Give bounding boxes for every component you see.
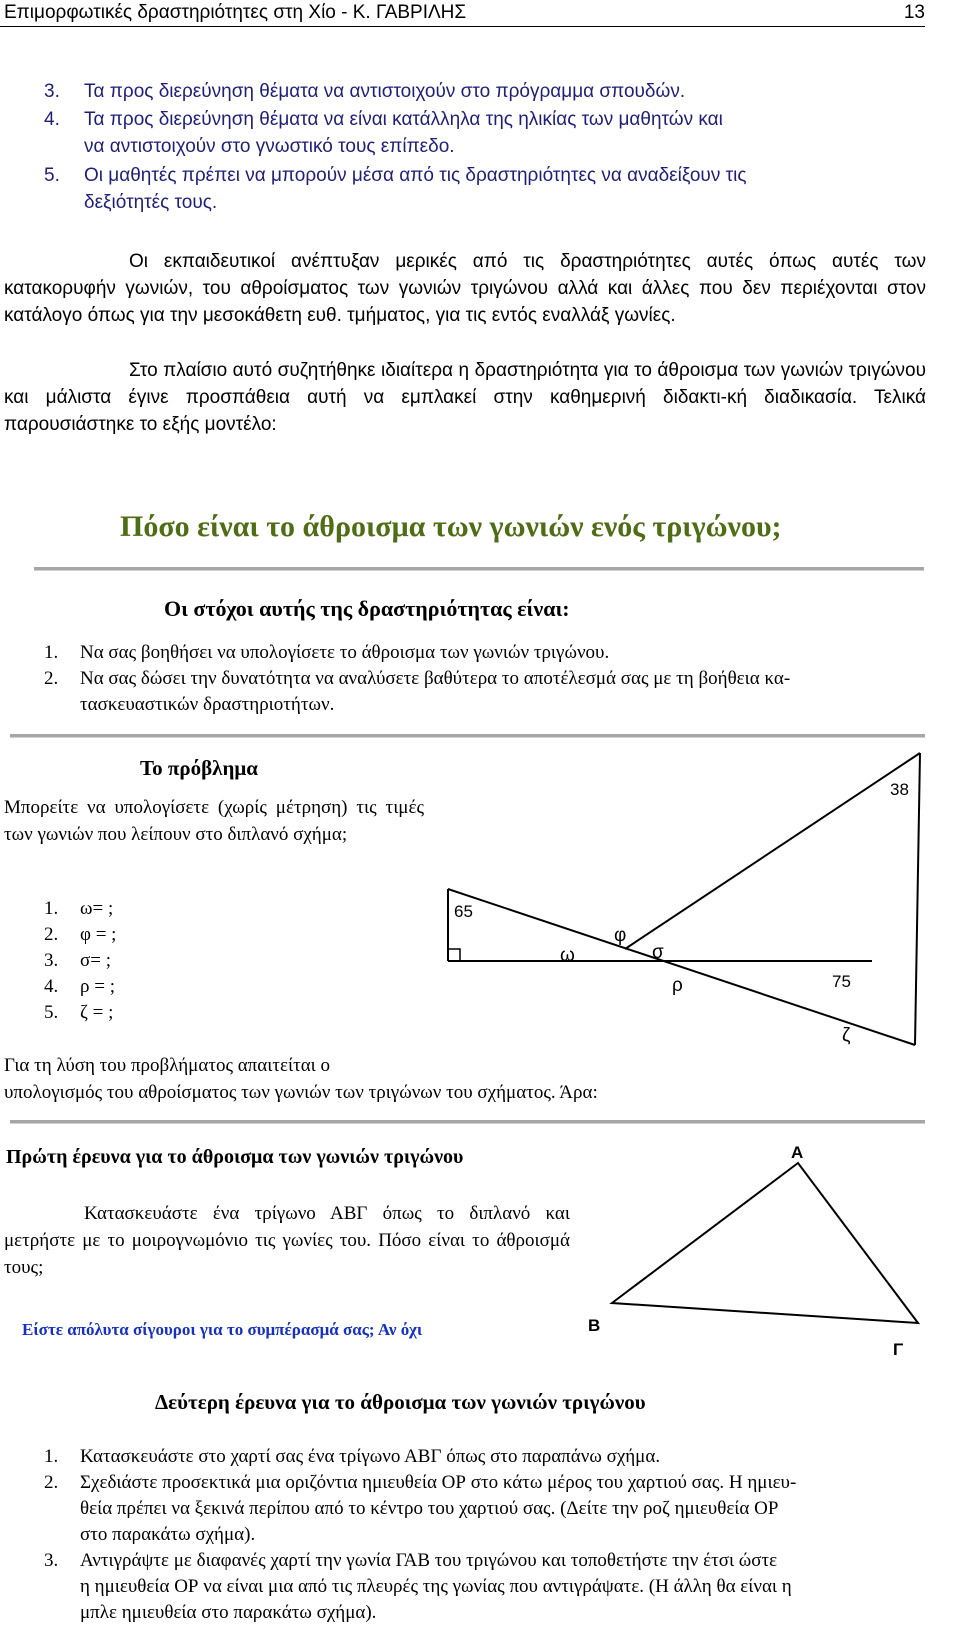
right-segment xyxy=(915,753,920,1045)
right-angle-marker xyxy=(448,949,460,961)
solution-text: Για τη λύση του προβλήματος απαιτείται ο υπολογισμός του αθροίσματος των γωνιών των τριγώνων του σχήματος. Άρα: xyxy=(4,1055,598,1103)
list-item: 4. Τα προς διερεύνηση θέματα να είναι κατάλληλα της ηλικίας των μαθητών και να αντιστοιχούν στο γνωστικό τους επίπεδο. xyxy=(44,109,723,157)
list-item: 2. Να σας δώσει την δυνατότητα να αναλύσετε βαθύτερα το αποτέλεσμά σας με τη βοήθεια κα- τασκευαστικών δραστηριοτήτων. xyxy=(44,668,791,715)
diagonal-up-segment xyxy=(625,753,920,949)
vertex-g-label: Γ xyxy=(893,1340,904,1359)
list-item: 2. φ = ; xyxy=(44,924,117,945)
list-item: 3. Τα προς διερεύνηση θέματα να αντιστοιχούν στο πρόγραμμα σπουδών. xyxy=(44,81,686,102)
triangle-figure xyxy=(580,1135,930,1360)
divider xyxy=(10,1120,925,1124)
problem-items xyxy=(4,896,204,1026)
page-number: 13 xyxy=(903,2,925,23)
problem-text: Μπορείτε να υπολογίσετε (χωρίς μέτρηση) τις τιμές των γωνιών που λείπουν στο διπλανό σχήμα; xyxy=(4,797,424,845)
header-title: Επιμορφωτικές δραστηριότητες στη Χίο - Κ. ΓΑΒΡΙΛΗΣ xyxy=(4,2,467,23)
page-header xyxy=(0,0,925,27)
angle-65-label: 65 xyxy=(454,902,473,921)
list-item: 1. Να σας βοηθήσει να υπολογίσετε το άθροισμα των γωνιών τριγώνου. xyxy=(44,642,610,663)
intro-list xyxy=(44,78,924,238)
angle-sigma-label: σ xyxy=(652,942,664,963)
list-item: 5. ζ = ; xyxy=(44,1002,114,1023)
list-item: 3. σ= ; xyxy=(44,950,111,971)
research1-text: Κατασκευάστε ένα τρίγωνο ΑΒΓ όπως το διπλανό και μετρήστε με το μοιρογνωμόνιο τις γωνίες του. Πόσο είναι το άθροισμά τους; xyxy=(4,1203,570,1278)
list-item: 1. Κατασκευάστε στο χαρτί σας ένα τρίγωνο ΑΒΓ όπως στο παραπάνω σχήμα. xyxy=(44,1446,661,1467)
divider xyxy=(10,734,925,738)
vertex-a-label: Α xyxy=(791,1143,804,1162)
list-item: 2. Σχεδιάστε προσεκτικά μια οριζόντια ημιευθεία ΟΡ στο κάτω μέρος του χαρτιού σας. Η ημιευ- θεία πρέπει να ξεκινά περίπου από το κέντρο του χαρτιού σας. (Δείτε την ροζ ημιευθεία ΟΡ στο παρακάτω σχήμα). xyxy=(44,1472,797,1545)
list-item: 5. Οι μαθητές πρέπει να μπορούν μέσα από τις δραστηριότητες να αναδείξουν τις δεξιότητές τους. xyxy=(44,165,747,213)
divider xyxy=(34,567,924,571)
paragraph: Στο πλαίσιο αυτό συζητήθηκε ιδιαίτερα η δραστηριότητα για το άθροισμα των γωνιών τριγώνου και μάλιστα έγινε προσπάθεια αυτή να εμπλακεί στην καθημερινή διδακτι-κή διαδικασία. Τελικά παρουσιάστηκε το εξής μοντέλο: xyxy=(4,360,926,435)
paragraph: Οι εκπαιδευτικοί ανέπτυξαν μερικές από τις δραστηριότητες αυτές όπως αυτές των κατακορυφήν γωνιών, του αθροίσματος των γωνιών τριγώνου αλλά και άλλες που δεν περιέχονται στον κατάλογο όπως για την μεσοκάθετη ευθ. τμήματος, για τις εντός εναλλάξ γωνίες. xyxy=(4,251,926,326)
activity-title: Πόσο είναι το άθροισμα των γωνιών ενός τριγώνου; xyxy=(120,510,782,543)
triangle xyxy=(612,1163,918,1323)
angles-figure xyxy=(440,745,930,1055)
angle-phi-label: φ xyxy=(614,925,627,946)
angle-75-label: 75 xyxy=(832,972,851,991)
goals-title: Οι στόχοι αυτής της δραστηριότητας είναι: xyxy=(164,596,570,621)
research1-title: Πρώτη έρευνα για το άθροισμα των γωνιών τριγώνου xyxy=(6,1146,464,1168)
angle-38-label: 38 xyxy=(890,780,909,799)
research2-title: Δεύτερη έρευνα για το άθροισμα των γωνιών τριγώνου xyxy=(155,1390,646,1414)
problem-title: Το πρόβλημα xyxy=(140,756,259,780)
list-item: 1. ω= ; xyxy=(44,898,114,919)
research1-question: Είστε απόλυτα σίγουροι για το συμπέρασμά σας; Αν όχι xyxy=(22,1320,423,1339)
angle-zeta-label: ζ xyxy=(842,1025,851,1046)
list-item: 3. Αντιγράψτε με διαφανές χαρτί την γωνία ΓΑΒ του τριγώνου και τοποθετήστε την έτσι ώστε η ημιευθεία ΟΡ να είναι μια από τις πλευρές της γωνίας που αντιγράψατε. (Η άλλη θα είναι η μπλε ημιευθεία στο παρακάτω σχήμα). xyxy=(44,1550,792,1623)
vertex-b-label: Β xyxy=(588,1316,601,1335)
angle-rho-label: ρ xyxy=(672,975,683,996)
list-item: 4. ρ = ; xyxy=(44,976,115,997)
angle-omega-label: ω xyxy=(560,945,575,966)
